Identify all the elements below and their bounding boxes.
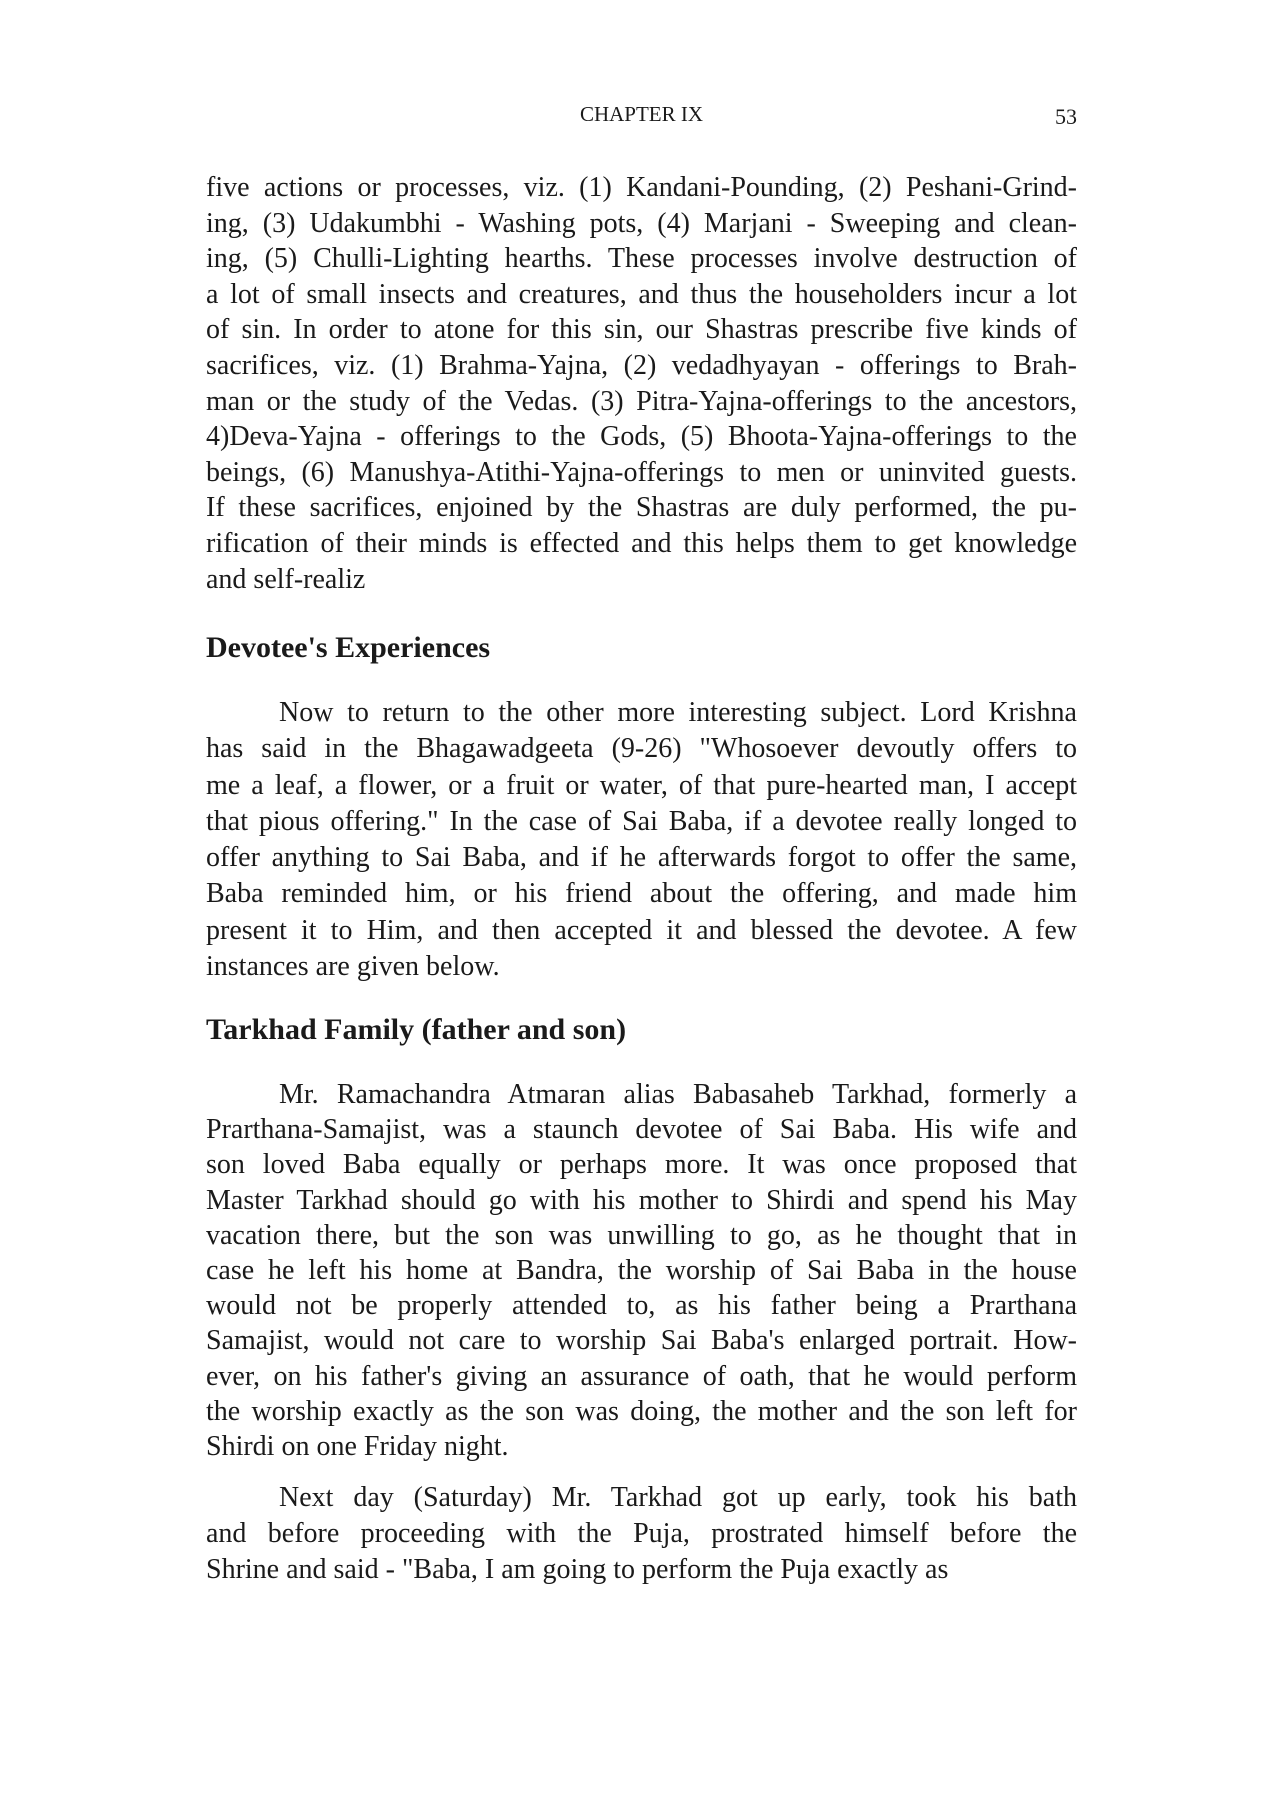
text-line: the worship exactly as the son was doing, the mother and the son left for <box>206 1395 1077 1427</box>
text-line: instances are given below. <box>206 951 500 983</box>
text-line: of sin. In order to atone for this sin, our Shastras prescribe five kinds of <box>206 314 1077 346</box>
section-heading: Tarkhad Family (father and son) <box>206 1013 627 1046</box>
text-line: Master Tarkhad should go with his mother to Shirdi and spend his May <box>206 1184 1077 1216</box>
text-line: would not be properly attended to, as his father being a Prarthana <box>206 1290 1077 1322</box>
text-line: five actions or processes, viz. (1) Kandani-Pounding, (2) Peshani-Grind- <box>206 172 1077 203</box>
text-line: case he left his home at Bandra, the worship of Sai Baba in the house <box>206 1254 1077 1286</box>
text-line: son loved Baba equally or perhaps more. It was once proposed that <box>206 1149 1077 1181</box>
text-line: Now to return to the other more interesting subject. Lord Krishna <box>279 697 1077 728</box>
text-line: and self-realiz <box>206 563 366 595</box>
paragraph <box>206 1480 1077 1588</box>
text-line: sacrifices, viz. (1) Brahma-Yajna, (2) vedadhyayan - offerings to Brah- <box>206 349 1077 381</box>
text-line: man or the study of the Vedas. (3) Pitra-Yajna-offerings to the ancestors, <box>206 385 1077 417</box>
paragraph <box>206 170 1077 597</box>
text-line: me a leaf, a flower, or a fruit or water, of that pure-hearted man, I accept <box>206 769 1077 801</box>
text-line: If these sacrifices, enjoined by the Shastras are duly performed, the pu- <box>206 492 1077 524</box>
text-line: Mr. Ramachandra Atmaran alias Babasaheb Tarkhad, formerly a <box>279 1079 1077 1110</box>
text-line: and before proceeding with the Puja, prostrated himself before the <box>206 1518 1077 1549</box>
text-line: offer anything to Sai Baba, and if he afterwards forgot to offer the same, <box>206 842 1077 874</box>
text-line: rification of their minds is effected and this helps them to get knowledge <box>206 527 1077 559</box>
text-line: ing, (3) Udakumbhi - Washing pots, (4) Marjani - Sweeping and clean- <box>206 207 1077 239</box>
text-line: Prarthana-Samajist, was a staunch devotee of Sai Baba. His wife and <box>206 1114 1077 1146</box>
text-line: Shirdi on one Friday night. <box>206 1430 509 1462</box>
text-line: beings, (6) Manushya-Atithi-Yajna-offerings to men or uninvited guests. <box>206 456 1077 488</box>
paragraph <box>206 695 1077 985</box>
running-header <box>206 102 1077 132</box>
text-line: Baba reminded him, or his friend about the offering, and made him <box>206 878 1077 910</box>
text-line: that pious offering." In the case of Sai Baba, if a devotee really longed to <box>206 805 1077 837</box>
text-line: Next day (Saturday) Mr. Tarkhad got up early, took his bath <box>279 1482 1077 1513</box>
section-heading: Devotee's Experiences <box>206 631 491 664</box>
text-line: Samajist, would not care to worship Sai Baba's enlarged portrait. How- <box>206 1325 1077 1357</box>
text-line: vacation there, but the son was unwilling to go, as he thought that in <box>206 1219 1077 1251</box>
text-line: a lot of small insects and creatures, and thus the householders incur a lot <box>206 278 1077 310</box>
page-number: 53 <box>1055 104 1077 129</box>
text-line: ing, (5) Chulli-Lighting hearths. These processes involve destruction of <box>206 243 1077 275</box>
paragraph <box>206 1077 1077 1464</box>
text-line: Shrine and said - "Baba, I am going to perform the Puja exactly as <box>206 1554 949 1585</box>
chapter-title: CHAPTER IX <box>579 102 704 126</box>
text-line: has said in the Bhagawadgeeta (9-26) "Whosoever devoutly offers to <box>206 733 1077 765</box>
text-line: ever, on his father's giving an assurance of oath, that he would perform <box>206 1360 1077 1392</box>
text-line: present it to Him, and then accepted it and blessed the devotee. A few <box>206 914 1077 946</box>
text-line: 4)Deva-Yajna - offerings to the Gods, (5) Bhoota-Yajna-offerings to the <box>206 421 1077 453</box>
